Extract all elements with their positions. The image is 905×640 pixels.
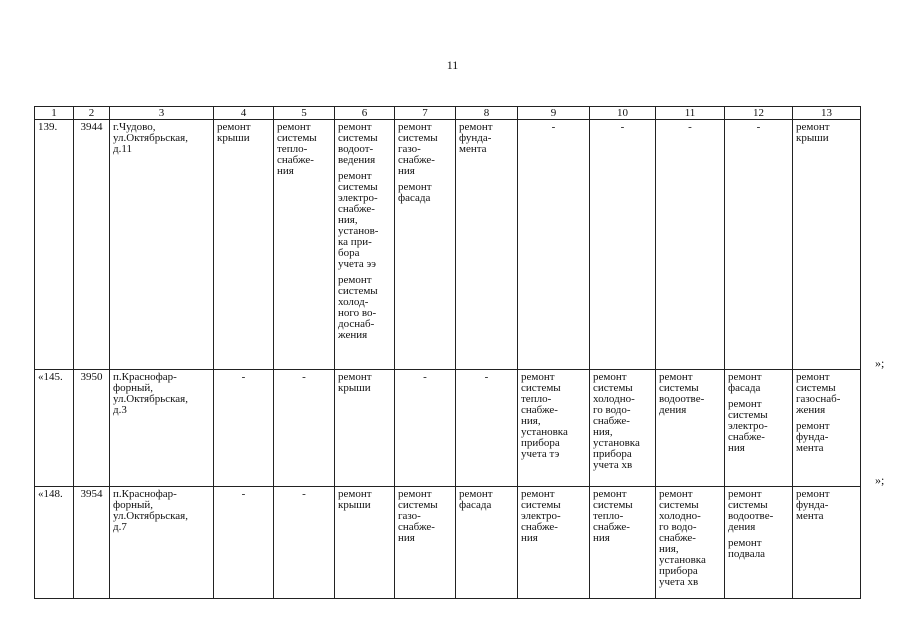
work-item: ремонт системы тепло- снабже- ния, установка прибора учета тэ: [521, 371, 568, 460]
work-item: ремонт фасада: [459, 488, 493, 511]
row-number: 139.: [35, 120, 74, 370]
column-header-10: 10: [590, 107, 656, 120]
work-cell-col-12: [725, 487, 793, 599]
row-number: «148.: [35, 487, 74, 599]
work-item: ремонт системы газоснаб- жения: [796, 371, 841, 416]
row-number: «145.: [35, 370, 74, 487]
work-cell-col-5: [274, 487, 335, 599]
work-item: ремонт системы электро- снабже- ния: [521, 488, 561, 544]
work-item: ремонт фасада: [398, 181, 432, 204]
work-item: -: [302, 488, 306, 500]
work-item: -: [423, 371, 427, 383]
table-row: [35, 370, 861, 487]
work-cell-col-13: [793, 370, 861, 487]
work-item: -: [620, 121, 625, 133]
work-item: ремонт фунда- мента: [796, 488, 830, 522]
row-closing-mark: »;: [875, 472, 885, 487]
address-text: п.Краснофар- форный, ул.Октябрьская, д.3: [113, 371, 188, 416]
address-cell: [110, 487, 214, 599]
work-cell-col-8: [456, 120, 518, 370]
column-header-3: 3: [110, 107, 214, 120]
column-header-11: 11: [656, 107, 725, 120]
work-item: ремонт системы водоотве- дения: [659, 371, 705, 416]
work-cell-col-12: [725, 370, 793, 487]
work-cell-col-6: [335, 487, 395, 599]
work-cell-col-9: [518, 370, 590, 487]
work-item: ремонт системы электро- снабже- ния: [728, 398, 768, 454]
work-cell-col-4: [214, 120, 274, 370]
address-text: п.Краснофар- форный, ул.Октябрьская, д.7: [113, 488, 188, 533]
column-header-1: 1: [35, 107, 74, 120]
work-item: ремонт системы холодно- го водо- снабже- ния, установка прибора учета хв: [659, 488, 706, 588]
building-code: 3944: [74, 120, 110, 370]
work-cell-col-9: [518, 487, 590, 599]
work-item: -: [302, 371, 306, 383]
column-header-13: 13: [793, 107, 861, 120]
work-cell-col-5: [274, 120, 335, 370]
work-item: -: [756, 121, 761, 133]
work-item: -: [551, 121, 556, 133]
building-code: 3954: [74, 487, 110, 599]
work-item: ремонт системы водоотве- дения: [728, 488, 774, 533]
work-cell-col-11: [656, 370, 725, 487]
address-text: г.Чудово, ул.Октябрьская, д.11: [113, 121, 188, 155]
address-cell: [110, 120, 214, 370]
work-item: ремонт системы холод- ного во- доснаб- жения: [338, 274, 378, 341]
work-cell-col-4: [214, 370, 274, 487]
work-cell-col-10: [590, 370, 656, 487]
page-number: 11: [446, 58, 459, 72]
work-item: -: [688, 121, 692, 133]
work-item: ремонт крыши: [338, 371, 372, 394]
work-item: ремонт крыши: [338, 488, 372, 511]
work-cell-col-9: [518, 120, 590, 370]
work-item: ремонт фунда- мента: [796, 420, 830, 454]
row-closing-mark: »;: [875, 355, 885, 370]
building-code: 3950: [74, 370, 110, 487]
work-item: ремонт системы газо- снабже- ния: [398, 488, 438, 544]
work-cell-col-8: [456, 370, 518, 487]
work-cell-col-10: [590, 487, 656, 599]
column-header-12: 12: [725, 107, 793, 120]
address-cell: [110, 370, 214, 487]
work-cell-col-11: [656, 120, 725, 370]
repair-schedule-table: [34, 106, 861, 599]
work-item: -: [241, 488, 246, 500]
column-header-8: 8: [456, 107, 518, 120]
table-row: [35, 120, 861, 370]
column-header-6: 6: [335, 107, 395, 120]
work-item: ремонт системы электро- снабже- ния, установ- ка при- бора учета ээ: [338, 170, 379, 270]
column-header-5: 5: [274, 107, 335, 120]
work-cell-col-7: [395, 487, 456, 599]
header-row: [35, 107, 861, 120]
work-item: ремонт подвала: [728, 537, 766, 560]
column-header-2: 2: [74, 107, 110, 120]
work-cell-col-8: [456, 487, 518, 599]
work-cell-col-5: [274, 370, 335, 487]
column-header-4: 4: [214, 107, 274, 120]
work-cell-col-7: [395, 120, 456, 370]
work-cell-col-11: [656, 487, 725, 599]
work-item: ремонт системы водоот- ведения: [338, 121, 378, 166]
work-cell-col-4: [214, 487, 274, 599]
table-row: [35, 487, 861, 599]
work-item: ремонт фунда- мента: [459, 121, 493, 155]
work-cell-col-10: [590, 120, 656, 370]
work-cell-col-6: [335, 370, 395, 487]
work-cell-col-13: [793, 120, 861, 370]
work-item: ремонт системы тепло- снабже- ния: [593, 488, 633, 544]
work-cell-col-6: [335, 120, 395, 370]
column-header-7: 7: [395, 107, 456, 120]
work-item: ремонт крыши: [796, 121, 830, 144]
work-item: ремонт крыши: [217, 121, 251, 144]
work-cell-col-7: [395, 370, 456, 487]
work-item: ремонт системы холодно- го водо- снабже- ния, установка прибора учета хв: [593, 371, 640, 471]
work-cell-col-12: [725, 120, 793, 370]
work-item: ремонт фасада: [728, 371, 762, 394]
column-header-9: 9: [518, 107, 590, 120]
work-item: ремонт системы газо- снабже- ния: [398, 121, 438, 177]
work-item: ремонт системы тепло- снабже- ния: [277, 121, 317, 177]
work-cell-col-13: [793, 487, 861, 599]
work-item: -: [241, 371, 246, 383]
work-item: -: [484, 371, 489, 383]
